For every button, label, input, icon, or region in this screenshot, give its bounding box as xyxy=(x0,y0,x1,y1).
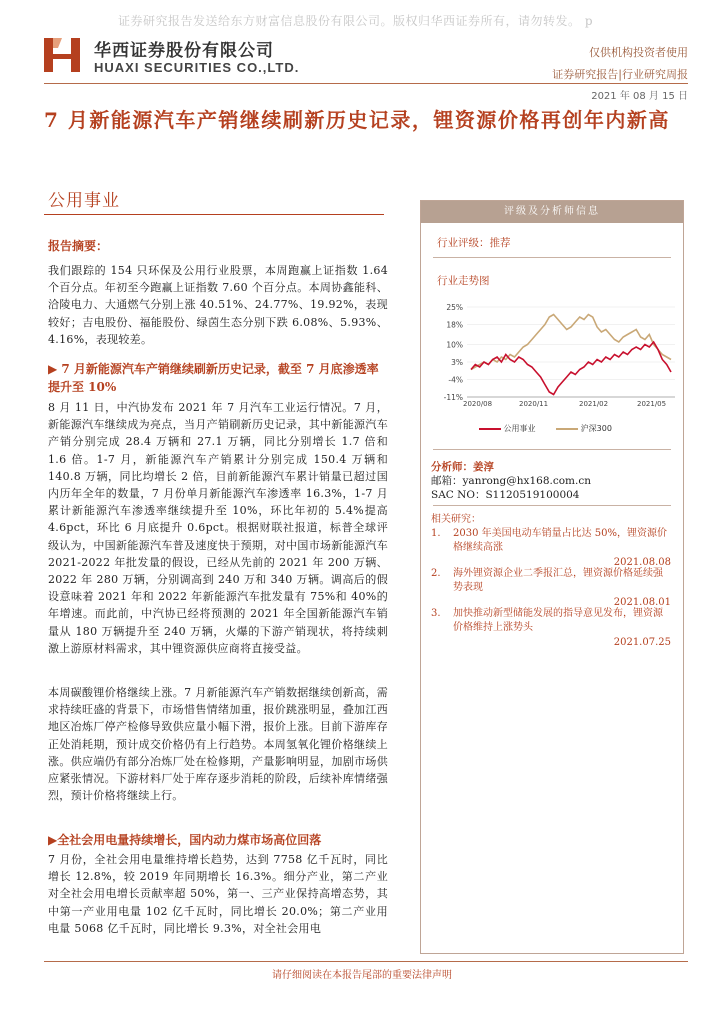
abstract-label: 报告摘要： xyxy=(48,239,109,253)
lithium-paragraph: 本周碳酸锂价格继续上涨。7 月新能源汽车产销数据继续创新高，需求持续旺盛的背景下，市场惜售情绪加重，报价跳涨明显，叠加江西地区冶炼厂停产检修导致供应量小幅下滑，报价上涨。目前下游库存正处消耗期，预计成交价格仍有上行趋势。本周氢氧化锂价格继续上涨。供应端仍有部分冶炼厂处在检修期，产量影响明显，加剧市场供应紧张情况。下游材料厂处于库存逐步消耗的阶段，后续补库情绪强烈，预计价格将继续上行。 xyxy=(48,686,388,803)
related-item-number: 2. xyxy=(431,568,441,579)
sidebar-divider xyxy=(433,257,671,258)
series-line-utilities xyxy=(471,342,671,395)
x-tick-label: 2020/11 xyxy=(519,400,549,408)
related-item-title: 海外锂资源企业二季报汇总，锂资源价格延续强势表现 xyxy=(453,568,663,593)
header-divider xyxy=(44,83,688,84)
y-tick-label: 25% xyxy=(446,303,463,312)
section-heading-power: ▶全社会用电量持续增长，国内动力煤市场高位回落 xyxy=(48,833,322,847)
related-item-number: 1. xyxy=(431,528,441,539)
sidebar-divider xyxy=(433,449,671,450)
sidebar-header: 评级及分析师信息 xyxy=(421,201,683,223)
brand-name-cn: 华西证券股份有限公司 xyxy=(94,41,274,61)
legend-label-hs300: 沪深300 xyxy=(580,424,612,433)
x-tick-label: 2021/05 xyxy=(637,400,667,408)
brand-name-en: HUAXI SECURITIES CO.,LTD. xyxy=(94,60,300,75)
sidebar-panel xyxy=(420,200,684,954)
y-tick-label: 10% xyxy=(446,340,463,350)
legal-notice: 请仔细阅读在本报告尾部的重要法律声明 xyxy=(272,970,452,981)
trend-chart-label: 行业走势图 xyxy=(437,275,490,287)
legend-swatch-utilities xyxy=(479,428,501,430)
y-tick-label: -4% xyxy=(448,375,463,385)
power-paragraph: 7 月份，全社会用电量维持增长趋势，达到 7758 亿千瓦时，同比增长 12.8%，较 2019 年同期增长 16.3%。细分产业，第二产业对全社会用电增长贡献率超 50%，第一、三产业保持高增态势，其中第一产业用电量 102 亿千瓦时，同比增长 20.0%；第二产业用电量 5068 亿千瓦时，同比增长 9.3%，对全社会用电 xyxy=(48,853,388,935)
related-item-date: 2021.08.01 xyxy=(613,597,671,608)
section-heading-nev: ▶ 7 月新能源汽车产销继续刷新历史记录，截至 7 月底渗透率提升至 10% xyxy=(48,362,379,394)
industry-trend-chart xyxy=(429,301,679,433)
related-item-date: 2021.08.08 xyxy=(613,557,671,568)
industry-name: 公用事业 xyxy=(48,191,120,211)
huaxi-logo-icon xyxy=(44,34,80,74)
y-tick-label: 3% xyxy=(451,358,463,367)
related-item-title: 2030 年美国电动车销量占比达 50%，锂资源价格继续高涨 xyxy=(453,528,668,553)
industry-divider xyxy=(44,214,384,215)
related-item-number: 3. xyxy=(431,608,441,619)
related-item-date: 2021.07.25 xyxy=(613,637,671,648)
report-category: 证券研究报告|行业研究周报 xyxy=(552,68,688,81)
chart-legend xyxy=(479,423,679,435)
legend-swatch-hs300 xyxy=(556,428,578,430)
related-item-title: 加快推动新型储能发展的指导意见发布，锂资源价格维持上涨势头 xyxy=(453,608,663,633)
analyst-sac: SAC NO：S1120519100004 xyxy=(431,489,580,501)
report-title: 7 月新能源汽车产销继续刷新历史记录，锂资源价格再创年内新高 xyxy=(44,108,670,132)
audience-note: 仅供机构投资者使用 xyxy=(589,46,688,59)
analyst-email: 邮箱：yanrong@hx168.com.cn xyxy=(431,475,591,487)
x-tick-label: 2021/02 xyxy=(579,400,609,408)
y-tick-label: 18% xyxy=(446,320,463,330)
x-tick-label: 2020/08 xyxy=(463,400,493,408)
report-date: 2021 年 08 月 15 日 xyxy=(591,91,688,102)
related-research-label: 相关研究： xyxy=(431,514,481,525)
footer-divider xyxy=(44,961,688,962)
sidebar-divider xyxy=(433,505,671,506)
summary-paragraph: 我们跟踪的 154 只环保及公用行业股票，本周跑赢上证指数 1.64 个百分点。年初至今跑赢上证指数 7.60 个百分点。本周协鑫能科、洽陵电力、大通燃气分别上涨 40.51%、24.77%、19.92%，表现较好；吉电股份、福能股份、绿茵生态分别下跌 6.08%、5.93%、4.16%，表现较差。 xyxy=(48,264,388,346)
y-tick-label: -11% xyxy=(443,393,463,402)
legend-label-utilities: 公用事业 xyxy=(503,424,536,433)
nev-paragraph: 8 月 11 日，中汽协发布 2021 年 7 月汽车工业运行情况。7 月，新能源汽车继续成为亮点，当月产销刷新历史记录，其中新能源汽车产销分别完成 28.4 万辆和 27.1 万辆，同比分别增长 1.7 倍和 1.6 倍。1-7 月，新能源汽车产销累计分别完成 150.4 万辆和 140.8 万辆，同比均增长 2 倍，目前新能源汽车累计销量已超过国内历年全年的数量，7 月份单月新能源汽车渗透率 16.3%，1-7 月累计新能源汽车渗透率继续提升至 10%，环比年初的 5.4%提高 4.6pct，环比 6 月底提升 0.6pct。根据财联社报道，标普全球评级认为，中国新能源汽车普及速度快于预期，对中国市场新能源汽车 2021-2022 年批发量的假设，已经从先前的 2021 年 200 万辆、2022 年 280 万辆，分别调高到 240 万和 340 万辆。调高后的假设意味着 2021 年和 2022 年新能源汽车批发量有 75%和 40%的年增速。而此前，中汽协已经将预测的 2021 年全国新能源汽车销量从 180 万辆提升至 240 万辆，火爆的下游产销现状，将持续刺激上游原材料需求，其中锂资源供应商将直接受益。 xyxy=(48,401,388,655)
industry-rating: 行业评级：推荐 xyxy=(437,237,511,249)
analyst-name: 分析师：姜淳 xyxy=(431,461,494,473)
watermark: 证券研究报告发送给东方财富信息股份有限公司。版权归华西证券所有，请勿转发。 p xyxy=(118,14,593,28)
